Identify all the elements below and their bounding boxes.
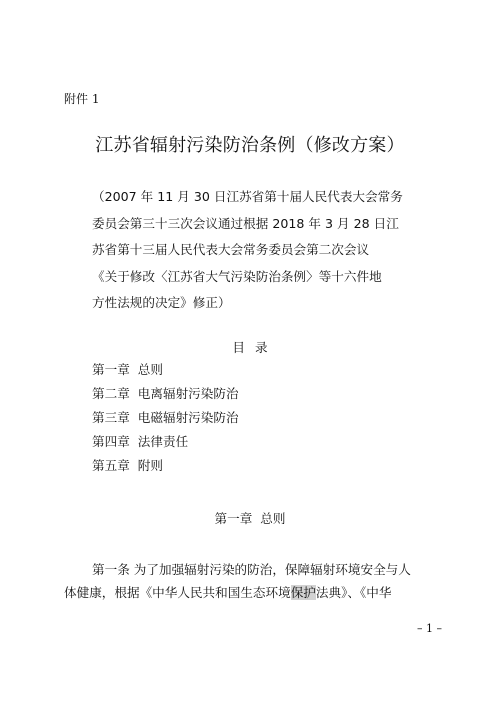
document-title: 江苏省辐射污染防治条例（修改方案）: [95, 135, 405, 156]
toc-item-chapter-4: 第四章 法律责任: [92, 434, 189, 449]
toc-item-chapter-1: 第一章 总则: [92, 362, 163, 377]
article-text: 法典》、《中华: [315, 585, 392, 600]
article-line: 第一条 为了加强辐射污染的防治，保障辐射环境安全与人: [92, 562, 411, 577]
preamble-line: 《关于修改〈江苏省大气污染防治条例〉等十六件地: [92, 268, 382, 284]
attachment-label: 附件 1: [64, 92, 100, 106]
toc-item-chapter-2: 第二章 电离辐射污染防治: [92, 386, 239, 401]
page-number: – 1 –: [417, 622, 442, 635]
chapter-heading: 第一章 总则: [214, 511, 286, 526]
preamble-line: 苏省第十三届人民代表大会常务委员会第二次会议: [92, 242, 370, 257]
preamble-line: （2007 年 11 月 30 日江苏省第十届人民代表大会常务: [92, 189, 403, 204]
article-1: [64, 558, 437, 604]
toc-item-chapter-5: 第五章 附则: [92, 458, 163, 473]
article-text: 体健康，根据《中华人民共和国生态环境: [64, 585, 291, 600]
preamble-line: 委员会第三十三次会议通过根据 2018 年 3 月 28 日江: [92, 215, 399, 231]
toc-heading: 目 录: [232, 340, 268, 355]
highlighted-text: 保护: [290, 585, 316, 600]
preamble: [92, 184, 437, 317]
toc-item-chapter-3: 第三章 电磁辐射污染防治: [92, 410, 239, 425]
article-line: [64, 581, 437, 604]
table-of-contents: [92, 358, 239, 478]
preamble-line: 方性法规的决定》修正）: [92, 295, 231, 310]
